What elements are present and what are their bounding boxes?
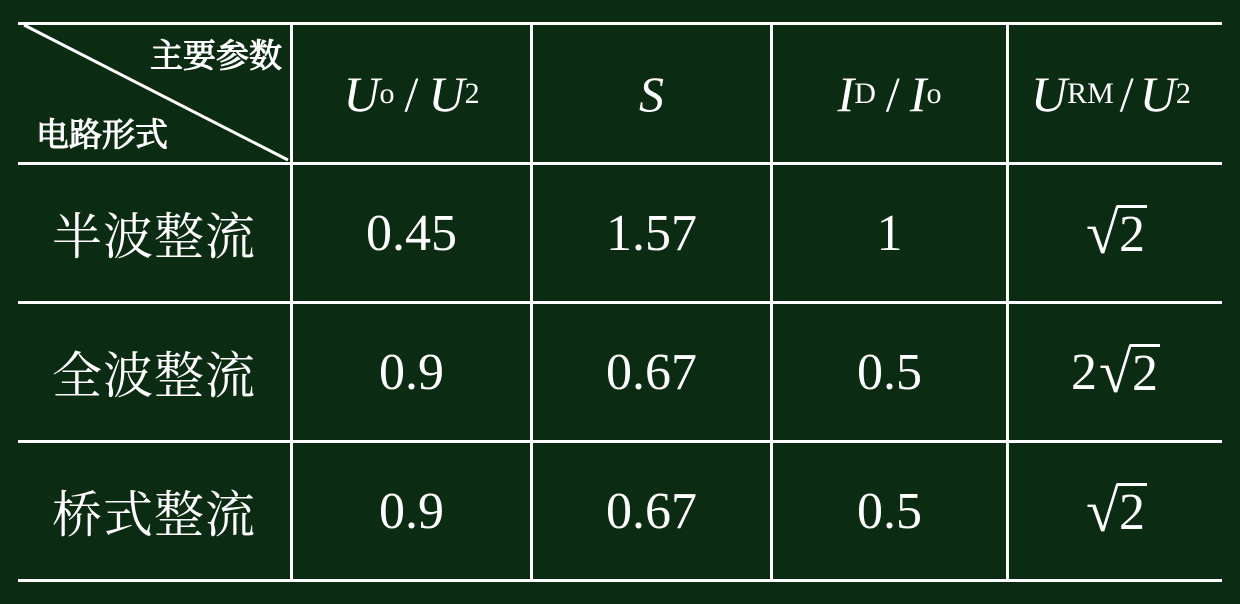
header-slash: /: [1119, 65, 1134, 122]
cell-s: 0.67: [606, 482, 697, 540]
row-label-half-wave: 半波整流: [52, 208, 256, 266]
row-label-full-wave: 全波整流: [52, 347, 256, 405]
sqrt-expression: [1084, 200, 1147, 266]
sqrt-radicand: 2: [1118, 484, 1145, 542]
cell-urm-u2: [1009, 304, 1222, 440]
header-s: [533, 25, 770, 162]
corner-bottom-label: 电路形式: [36, 115, 168, 154]
header-symbol: I: [909, 65, 927, 122]
cell-uo-u2: 0.9: [379, 482, 444, 540]
header-symbol: U: [343, 65, 380, 122]
sqrt-expression: [1071, 339, 1160, 405]
rectifier-parameter-table: [18, 22, 1222, 582]
corner-top-label: 主要参数: [150, 36, 282, 75]
radical-sign: √: [1086, 478, 1119, 544]
header-uo-u2: U o / U 2: [343, 65, 480, 122]
sqrt-coefficient: 2: [1071, 344, 1098, 401]
header-symbol: U: [428, 65, 465, 122]
sqrt-radicand: 2: [1118, 206, 1145, 264]
radical-sign: √: [1086, 200, 1119, 266]
row-label-bridge: 桥式整流: [52, 486, 256, 544]
radical-sign: √: [1099, 339, 1132, 405]
sqrt-expression: [1084, 478, 1147, 544]
corner-header-cell: [18, 22, 290, 162]
header-id-io: I D / I o: [837, 65, 942, 122]
header-symbol: U: [1031, 65, 1068, 122]
sqrt-radicand: 2: [1131, 345, 1158, 403]
header-slash: /: [885, 65, 900, 122]
header-slash: /: [404, 65, 419, 122]
cell-s: 0.67: [606, 343, 697, 401]
header-symbol: I: [837, 65, 855, 122]
header-symbol: U: [1139, 65, 1176, 122]
cell-uo-u2: 0.45: [366, 204, 457, 262]
cell-urm-u2: [1009, 443, 1222, 579]
table-border-bottom: [18, 579, 1222, 582]
cell-uo-u2: 0.9: [379, 343, 444, 401]
header-symbol: S: [639, 65, 664, 122]
header-urm-u2: U RM / U 2: [1031, 65, 1191, 122]
cell-id-io: 1: [876, 204, 903, 262]
cell-id-io: 0.5: [857, 343, 922, 401]
cell-s: 1.57: [606, 204, 697, 262]
cell-urm-u2: [1009, 165, 1222, 301]
cell-id-io: 0.5: [857, 482, 922, 540]
